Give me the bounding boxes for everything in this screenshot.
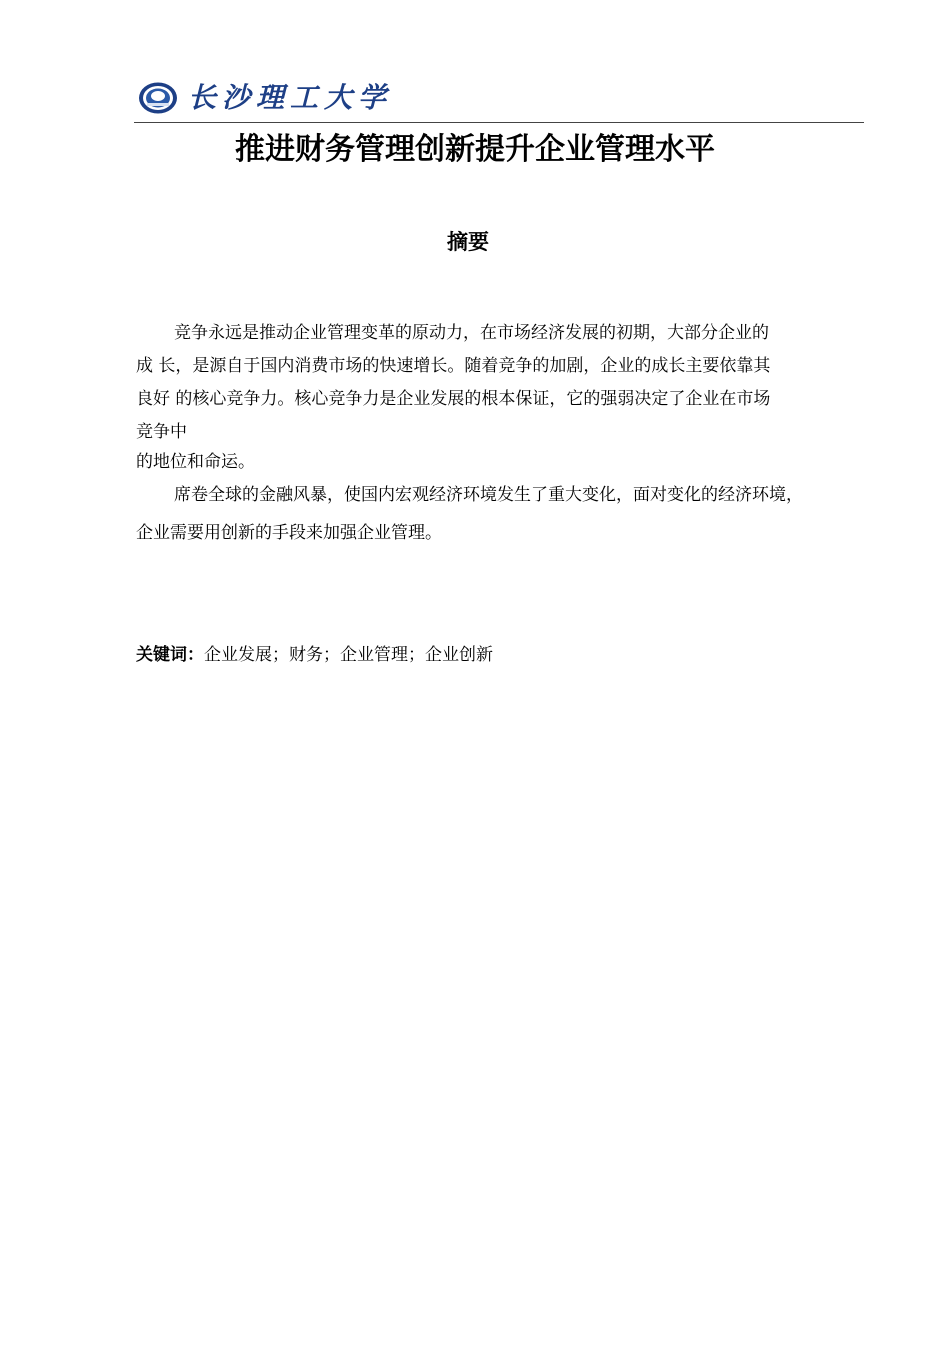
keywords-value: 企业发展；财务；企业管理；企业创新 — [204, 645, 493, 665]
abstract-line: 竞争中 — [136, 422, 187, 442]
abstract-line: 的地位和命运。 — [136, 452, 255, 472]
abstract-heading: 摘要 — [447, 230, 489, 254]
document-title: 推进财务管理创新提升企业管理水平 — [235, 132, 715, 167]
abstract-line: 良好 的核心竞争力。核心竞争力是企业发展的根本保证，它的强弱决定了企业在市场 — [136, 389, 771, 409]
university-name: 长沙理工大学 — [188, 81, 393, 114]
abstract-line: 竞争永远是推动企业管理变革的原动力，在市场经济发展的初期，大部分企业的 — [174, 323, 769, 343]
page-header — [134, 78, 864, 124]
keywords-label: 关键词： — [136, 645, 204, 665]
abstract-line: 席卷全球的金融风暴，使国内宏观经济环境发生了重大变化，面对变化的经济环境， — [174, 485, 803, 505]
abstract-line: 成 长，是源自于国内消费市场的快速增长。随着竞争的加剧，企业的成长主要依靠其 — [136, 356, 771, 376]
abstract-line: 企业需要用创新的手段来加强企业管理。 — [136, 523, 442, 543]
keywords — [136, 642, 493, 668]
university-emblem-icon — [138, 81, 178, 115]
header-divider — [134, 122, 864, 123]
